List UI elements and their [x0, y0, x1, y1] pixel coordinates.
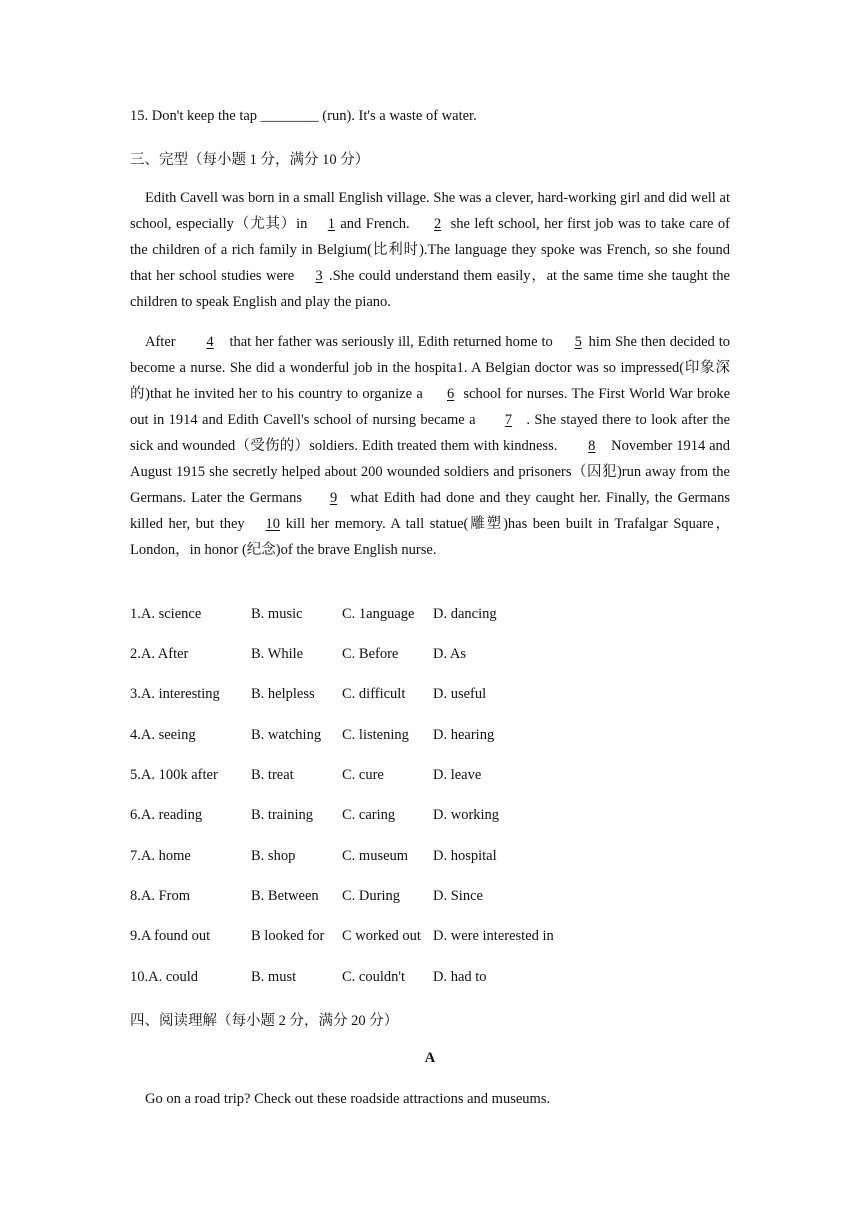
option-c: C. listening	[342, 727, 409, 743]
passage-text: she left school, her first job was to take care of the children of a rich family in Belgium(比利时).The language they spoke was French, so she found that her school studies were	[130, 216, 730, 284]
option-b: B. helpless	[251, 686, 315, 702]
option-b: B. While	[251, 646, 304, 662]
option-a: 6.A. reading	[130, 807, 203, 823]
option-c: C. museum	[342, 848, 409, 864]
passage-paragraph-2	[130, 329, 730, 563]
passage-text: .She could understand them easily，at the same time she taught the children to speak English and play the piano.	[130, 268, 730, 310]
option-a: 9.A found out	[130, 928, 211, 944]
option-a: 7.A. home	[130, 848, 191, 864]
option-a: 10.A. could	[130, 969, 199, 985]
blank-9: 9	[330, 490, 338, 506]
option-a: 3.A. interesting	[130, 686, 220, 702]
option-b: B. must	[251, 969, 297, 985]
blank-5: 5	[574, 334, 582, 350]
blank-4: 4	[206, 334, 214, 350]
blank-1: 1	[327, 216, 336, 232]
option-c: C. Before	[342, 646, 399, 662]
passage-text: November 1914 and August 1915 she secretly helped about 200 wounded soldiers and prisoners（囚犯)run away from the Germans. Later the Germans	[130, 438, 731, 506]
option-d: D. working	[433, 807, 500, 823]
passage-text: After	[145, 334, 180, 350]
blank-7: 7	[504, 412, 513, 428]
passage-text: and French.	[335, 216, 415, 232]
option-c: C. caring	[342, 807, 396, 823]
option-c: C. cure	[342, 767, 384, 783]
blank-3: 3	[315, 268, 323, 284]
option-d: D. dancing	[433, 606, 497, 622]
passage-text: school for nurses. The First World War broke out in 1914 and Edith Cavell's school of nursing became a	[130, 386, 730, 428]
option-c: C. difficult	[342, 686, 406, 702]
option-c: C. couldn't	[342, 969, 406, 985]
passage-text: him She then decided to become a nurse. She did a wonderful job in the hospita1. A Belgian doctor was so impressed(印象深的)that he invited her to his country to organize a	[130, 334, 731, 402]
option-c: C worked out	[342, 928, 421, 944]
section-4-title: 四、阅读理解（每小题 2 分，满分 20 分）	[130, 1013, 399, 1029]
passage-text: what Edith had done and they caught her. Finally, the Germans killed her, but they	[130, 490, 730, 532]
option-a: 4.A. seeing	[130, 727, 196, 743]
blank-8: 8	[588, 438, 596, 454]
option-d: D. As	[433, 646, 467, 662]
option-b: B. music	[251, 606, 303, 622]
option-a: 5.A. 100k after	[130, 767, 218, 783]
question-15: 15. Don't keep the tap ________ (run). It's a waste of water.	[130, 108, 477, 124]
option-a: 2.A. After	[130, 646, 189, 662]
blank-6: 6	[446, 386, 455, 402]
passage-text: . She stayed there to look after the sick and wounded（受伤的）soldiers. Edith treated them with kindness.	[130, 412, 731, 454]
option-b: B. watching	[251, 727, 322, 743]
option-d: D. had to	[433, 969, 487, 985]
passage-text: that her father was seriously ill, Edith returned home to	[225, 334, 557, 350]
passage-text: kill her memory. A tall statue(雕塑)has been built in Trafalgar Square，London，in honor (纪念)of the brave English nurse.	[130, 516, 731, 558]
passage-text: Edith Cavell was born in a small English village. She was a clever, hard-working girl and did well at school, especially（尤其）in	[130, 190, 730, 232]
blank-2: 2	[434, 216, 442, 232]
option-d: D. leave	[433, 767, 482, 783]
option-b: B. treat	[251, 767, 294, 783]
option-b: B looked for	[251, 928, 325, 944]
option-d: D. Since	[433, 888, 483, 904]
option-a: 1.A. science	[130, 606, 202, 622]
option-b: B. training	[251, 807, 314, 823]
option-b: B. Between	[251, 888, 319, 904]
blank-10: 10	[265, 516, 280, 532]
option-d: D. useful	[433, 686, 487, 702]
passage-paragraph-1	[130, 185, 730, 315]
reading-a-intro: Go on a road trip? Check out these roadside attractions and museums.	[145, 1091, 551, 1107]
option-c: C. 1anguage	[342, 606, 415, 622]
option-d: D. were interested in	[433, 928, 554, 944]
option-a: 8.A. From	[130, 888, 191, 904]
section-3-title: 三、完型（每小题 1 分，满分 10 分）	[130, 152, 370, 168]
reading-a-title: A	[424, 1050, 436, 1066]
option-b: B. shop	[251, 848, 296, 864]
option-d: D. hospital	[433, 848, 497, 864]
option-c: C. During	[342, 888, 400, 904]
option-d: D. hearing	[433, 727, 495, 743]
